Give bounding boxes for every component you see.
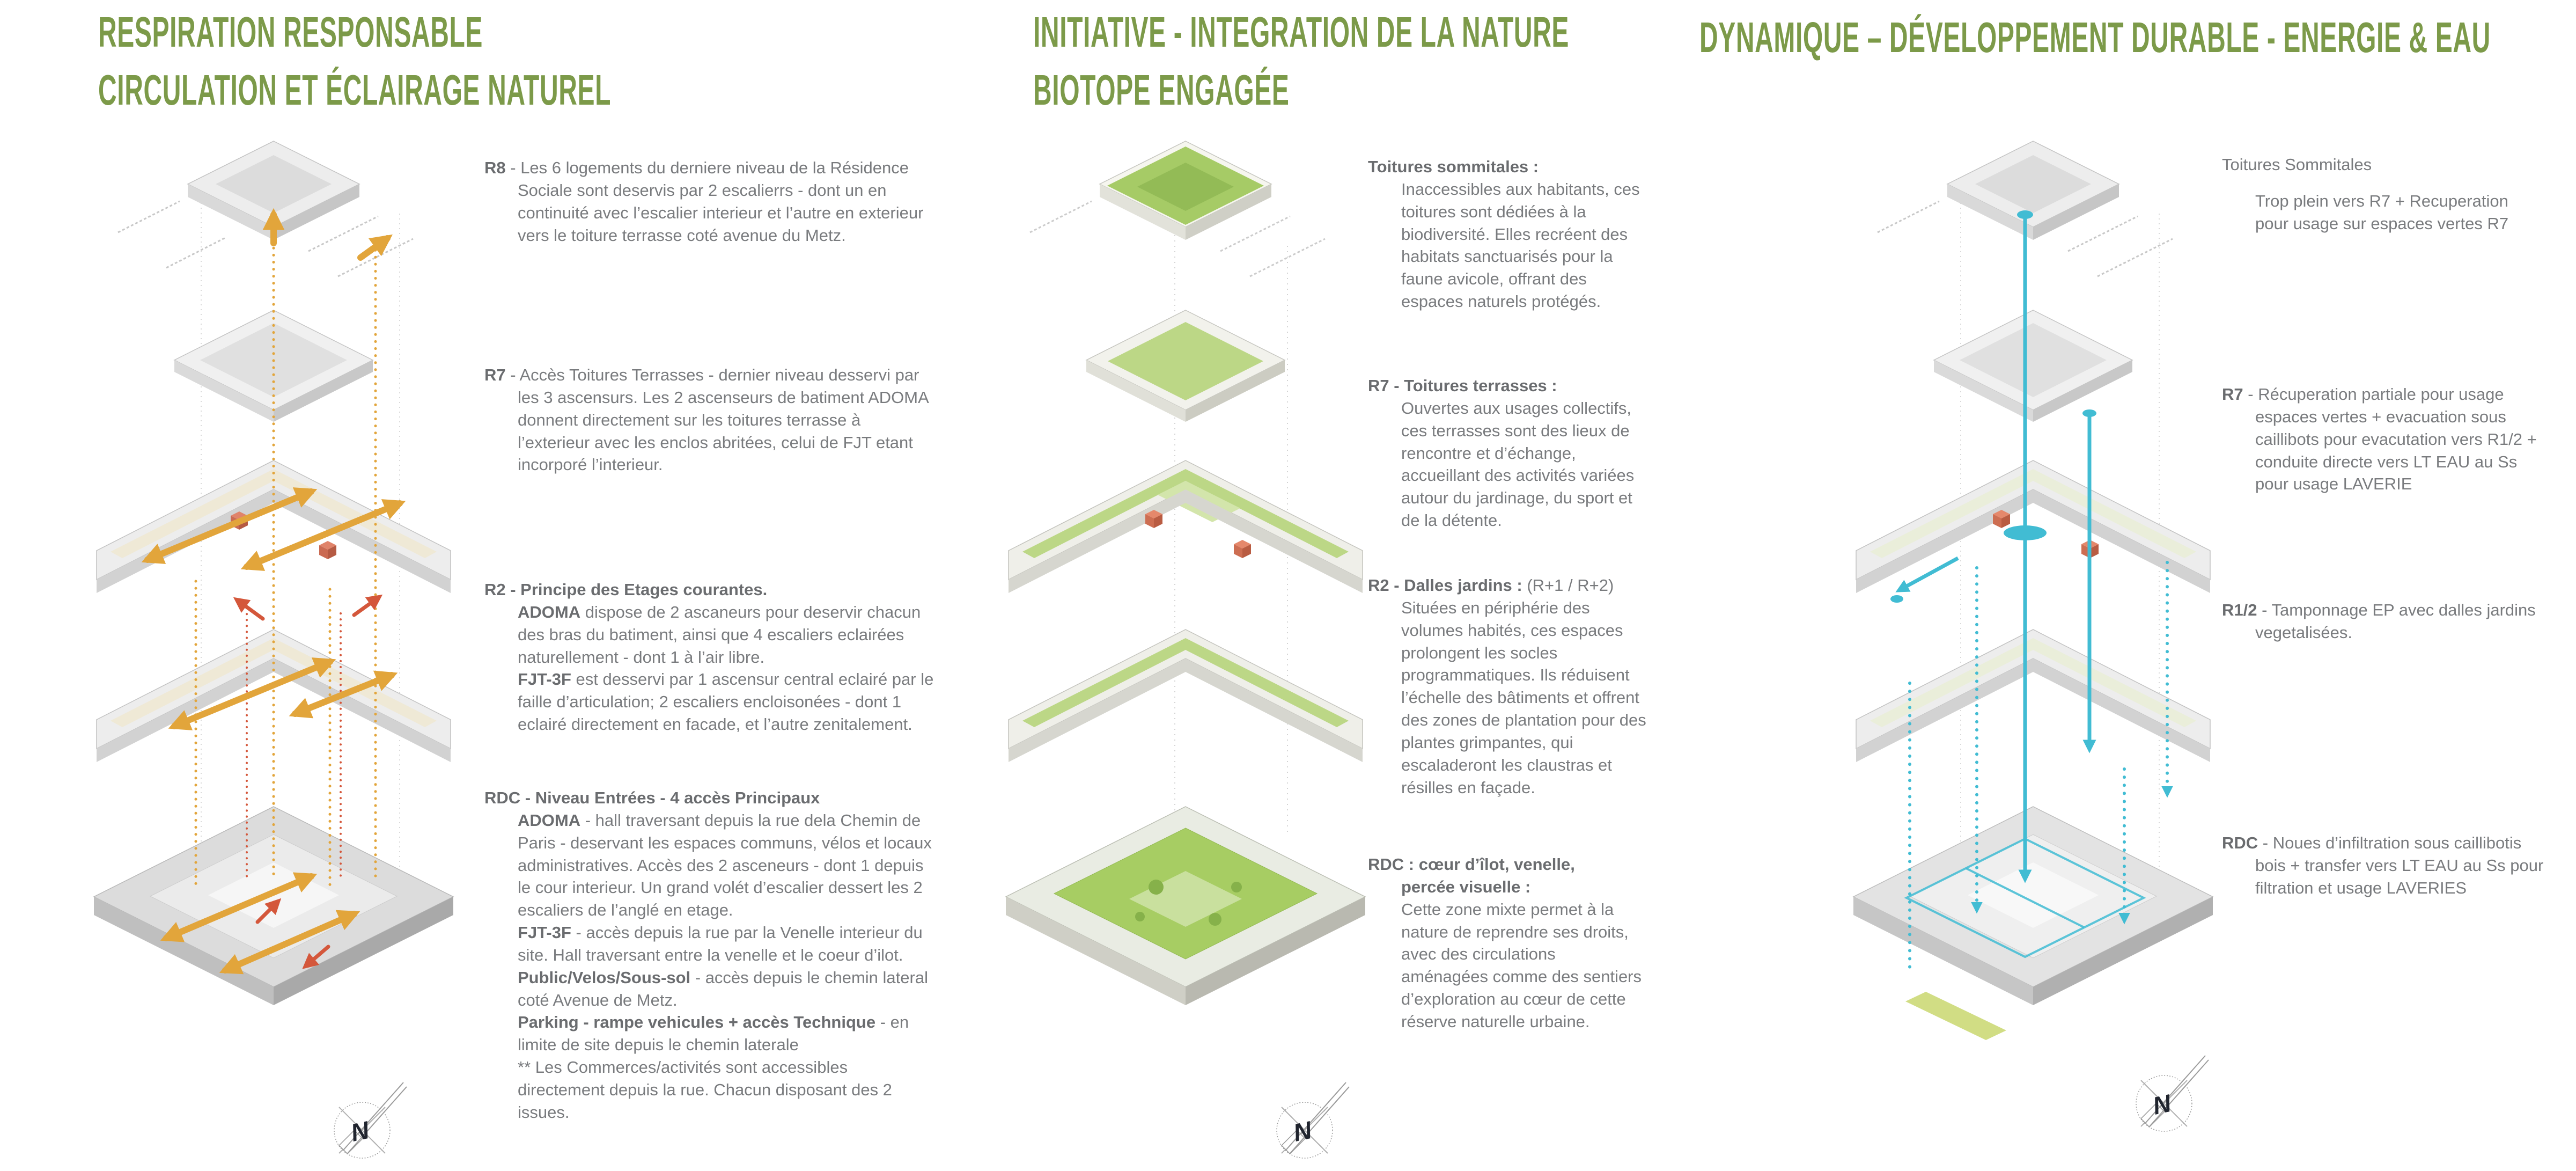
- annotation-text: - Accès Toitures Terrasses - dernier niveau desservi par les 3 ascensurs. Les 2 ascenseurs de batiment ADOMA donnent directement sur les toitures terrasse à l’exterieur avec les enclos abritées, celui de FJT etant incorporé l’interieur.: [505, 365, 929, 474]
- title-line: CIRCULATION ET ÉCLAIRAGE NATUREL: [98, 66, 612, 114]
- title-line: DYNAMIQUE – DÉVELOPPEMENT DURABLE - ENERGIE & EAU: [1699, 13, 2491, 61]
- annotation-label: R7 - Toitures terrasses :: [1368, 376, 1557, 395]
- annotation-text: - Les 6 logements du derniere niveau de la Résidence Sociale sont deservis par 2 escalierrs - dont un en continuité avec l’escalier interieur et l’autre en exterieur vers le toiture terrasse coté avenue du Metz.: [505, 158, 924, 245]
- annotation-label: RDC - Niveau Entrées - 4 accès Principaux: [484, 788, 820, 807]
- annotation-text: (R+1 / R+2): [1522, 576, 1614, 595]
- annotation-label: R1/2: [2222, 601, 2257, 619]
- note-rdc: [2222, 832, 2544, 899]
- annotation-paragraph: [2222, 190, 2544, 235]
- annotation-label: percée visuelle :: [1401, 877, 1531, 896]
- annotation-text: - Noues d’infiltration sous caillibotis bois + transfer vers LT EAU au Ss pour filtration et usage LAVERIES: [2255, 833, 2544, 897]
- compass-north-label: N: [2150, 1089, 2174, 1120]
- level-terrace-slab: [1934, 310, 2132, 422]
- annotation-column: [2222, 0, 2544, 1171]
- level-r8-slab: [1947, 141, 2119, 240]
- annotation-text: - accès depuis le chemin lateral coté Avenue de Metz.: [518, 968, 928, 1009]
- annotation-text: Toitures Sommitales: [2222, 155, 2372, 174]
- annotation-label: ADOMA: [518, 810, 581, 830]
- title-line: BIOTOPE ENGAGÉE: [1033, 66, 1290, 114]
- annotation-label: FJT-3F: [518, 670, 571, 689]
- level-r2-slab: [1856, 630, 2210, 762]
- annotation-label: FJT-3F: [518, 923, 571, 942]
- annotation-label: R7: [2222, 385, 2243, 404]
- title-line: INITIATIVE - INTEGRATION DE LA NATURE: [1033, 8, 1570, 56]
- north-compass-icon: [2118, 1052, 2210, 1144]
- annotation-label: R8: [484, 158, 506, 177]
- note-r7: [2222, 383, 2544, 495]
- annotation-label: R7: [484, 365, 506, 384]
- annotation-label: Toitures sommitales :: [1368, 157, 1539, 176]
- annotation-paragraph: [2222, 383, 2544, 495]
- annotation-text: Cette zone mixte permet à la nature de reprendre ses droits, avec des circulations aménagées comme des sentiers d’exploration au cœur de cette réserve naturelle urbaine.: [1401, 899, 1642, 1031]
- annotation-label: R2 - Dalles jardins :: [1368, 576, 1522, 595]
- annotation-label: RDC: [2222, 833, 2258, 852]
- annotation-text: Ouvertes aux usages collectifs, ces terrasses sont des lieux de rencontre et d’échange, accueillant des activités variées autour du jardinage, du sport et de la détente.: [1401, 398, 1635, 530]
- note-toitures-sommitales: [2222, 153, 2544, 235]
- annotation-text: - accès depuis la rue par la Venelle interieur du site. Hall traversant entre la venelle et le coeur d’ilot.: [518, 923, 923, 964]
- annotation-label: R2 - Principe des Etages courantes.: [484, 580, 768, 599]
- annotation-paragraph: [2222, 153, 2544, 176]
- annotation-label: ADOMA: [518, 602, 581, 621]
- compass-north-label: N: [348, 1116, 372, 1147]
- title-line: RESPIRATION RESPONSABLE: [98, 8, 483, 56]
- annotation-text: Situées en périphérie des volumes habités, ces espaces prolongent les socles programmatiques. Ils réduisent l’échelle des bâtiments et offrent des zones de plantation pour des plantes grimpantes, qui escaladeront les claustras et résilles en façade.: [1401, 598, 1646, 797]
- annotation-label: Parking - rampe vehicules + accès Technique: [518, 1013, 876, 1032]
- annotation-text: ** Les Commerces/activités sont accessibles directement depuis la rue. Chacun disposant des 2 issues.: [518, 1058, 892, 1122]
- annotation-text: dispose de 2 ascaneurs pour deservir chacun des bras du batiment, ainsi que 4 escaliers eclairées naturellement - dont 1 à l’air libre.: [518, 602, 921, 667]
- annotation-text: est desservi par 1 ascensur central eclairé par le faille d’articulation; 2 escaliers encloisonées - dont 1 eclairé directement en facade, et l’autre zenitalement.: [518, 670, 934, 734]
- annotation-text: Inaccessibles aux habitants, ces toitures sont dédiées à la biodiversité. Elles recréent des habitats sanctuarisés pour la faune avicole, offrant des espaces naturels protégés.: [1401, 179, 1640, 311]
- compass-north-label: N: [1291, 1116, 1314, 1147]
- level-rdc-ground: [1853, 807, 2213, 1005]
- annotation-label: RDC : cœur d’îlot, venelle,: [1368, 855, 1575, 874]
- annotation-text: - Tamponnage EP avec dalles jardins vegetalisées.: [2255, 601, 2536, 642]
- annotation-text: Trop plein vers R7 + Recuperation pour usage sur espaces vertes R7: [2255, 191, 2509, 233]
- annotation-paragraph: [2222, 832, 2544, 899]
- annotation-paragraph: [2222, 599, 2544, 644]
- annotation-text: - en limite de site depuis le chemin laterale: [518, 1013, 909, 1055]
- annotation-text: - hall traversant depuis la rue dela Chemin de Paris - deservant les espaces communs, vélos et locaux administratives. Accès des 2 asceneurs - dont 1 depuis le cour interieur. Un grand volét d’escalier dessert les 2 escaliers de l’anglé en etage.: [518, 810, 932, 920]
- exploded-axon-energie: [1845, 133, 2221, 1142]
- annotation-text: - Récuperation partiale pour usage espaces vertes + evacuation sous caillibots pour evacutation vers R1/2 + conduite directe vers LT EAU au Ss pour usage LAVERIE: [2243, 385, 2537, 494]
- note-r12: [2222, 599, 2544, 644]
- annotation-label: Public/Velos/Sous-sol: [518, 968, 691, 987]
